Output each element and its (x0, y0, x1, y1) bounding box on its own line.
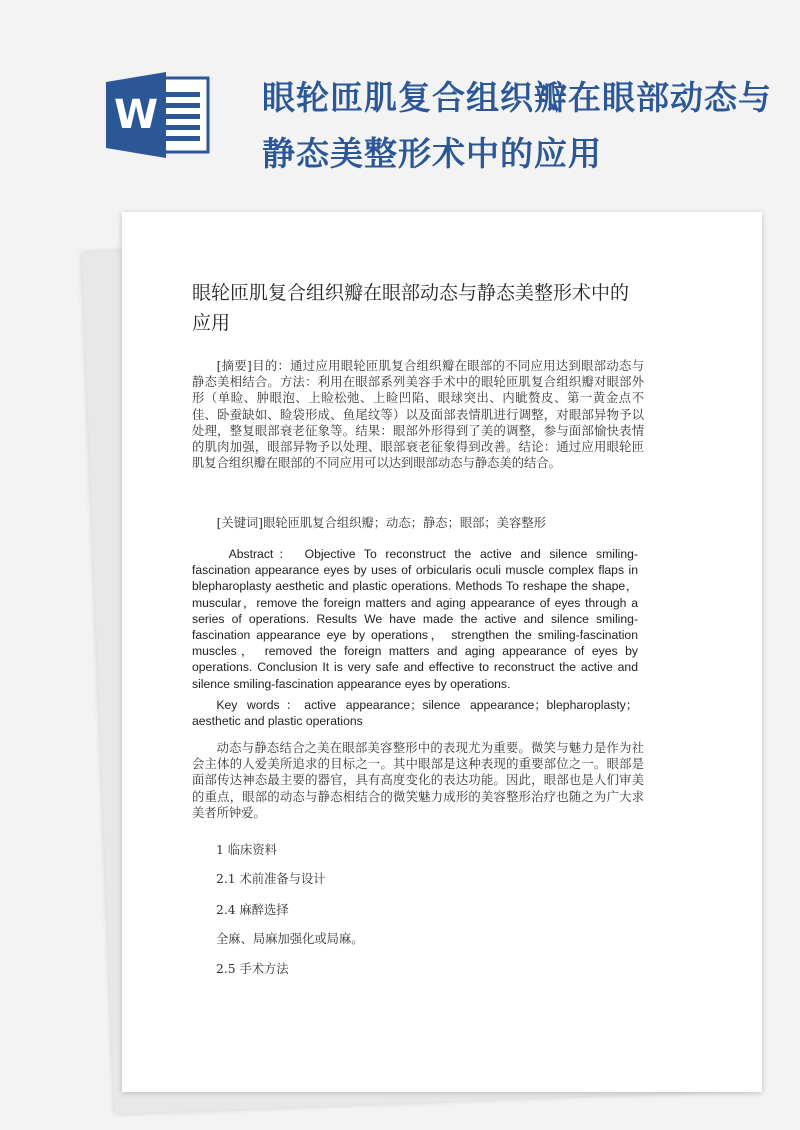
document-title: 眼轮匝肌复合组织瓣在眼部动态与静态美整形术中的应用 (192, 282, 630, 334)
abstract-en: Abstract： Objective To reconstruct the active and silence smiling-fascination appearance eyes by uses of orbicularis oculi muscle complex flaps in blepharoplasty aesthetic and plastic operations. Methods To reshape the shape，muscular，remove the foreign matters and aging appearance of eyes through a series of operations. Results We have made the active and silence smiling-fascination appearance eye by operations， strengthen the smiling-fascination muscles， removed the foreign matters and aging appearance of eyes by operations. Conclusion It is very safe and effective to reconstruct the active and silence smiling-fascination appearance eyes by operations. (192, 547, 638, 691)
intro-paragraph: 动态与静态结合之美在眼部美容整形中的表现尤为重要。微笑与魅力是作为社会主体的人爱美所追求的目标之一。其中眼部是这种表现的重要部位之一。眼部是面部传达神态最主要的器官，具有高度变化的表达功能。因此，眼部也是人们审美的重点，眼部的动态与静态相结合的微笑魅力成形的美容整形治疗也随之为广大求美者所钟爱。 (192, 741, 644, 820)
section-2-1-heading: 2.1 术前准备与设计 (216, 872, 326, 886)
section-1-heading: 1 临床资料 (216, 843, 277, 857)
keywords-en: Key words：active appearance；silence appearance；blepharoplasty；aesthetic and plastic operations (192, 698, 638, 729)
abstract-cn: [摘要]目的：通过应用眼轮匝肌复合组织瓣在眼部的不同应用达到眼部动态与静态美相结合。方法：利用在眼部系列美容手术中的眼轮匝肌复合组织瓣对眼部外形（单睑、肿眼泡、上睑松弛、上睑凹陷、眼球突出、内眦赘皮、第一黄金点不佳、卧蚕缺如、睑袋形成、鱼尾纹等）以及面部表情肌进行调整，对眼部异物予以处理，整复眼部衰老征象等。结果：眼部外形得到了美的调整，参与面部愉快表情的肌肉加强，眼部异物予以处理、眼部衰老征象得到改善。结论：通过应用眼轮匝肌复合组织瓣在眼部的不同应用可以达到眼部动态与静态美的结合。 (192, 359, 644, 471)
section-2-4-heading: 2.4 麻醉选择 (216, 903, 289, 917)
word-icon-letter: W (113, 92, 159, 138)
section-2-5-heading: 2.5 手术方法 (216, 962, 289, 976)
section-2-4-text: 全麻、局麻加强化或局麻。 (216, 932, 364, 946)
word-icon (106, 72, 216, 158)
document-page (122, 212, 762, 1092)
keywords-cn: [关键词]眼轮匝肌复合组织瓣；动态；静态；眼部；美容整形 (216, 516, 546, 530)
header-title: 眼轮匝肌复合组织瓣在眼部动态与静态美整形术中的应用 (262, 78, 772, 173)
